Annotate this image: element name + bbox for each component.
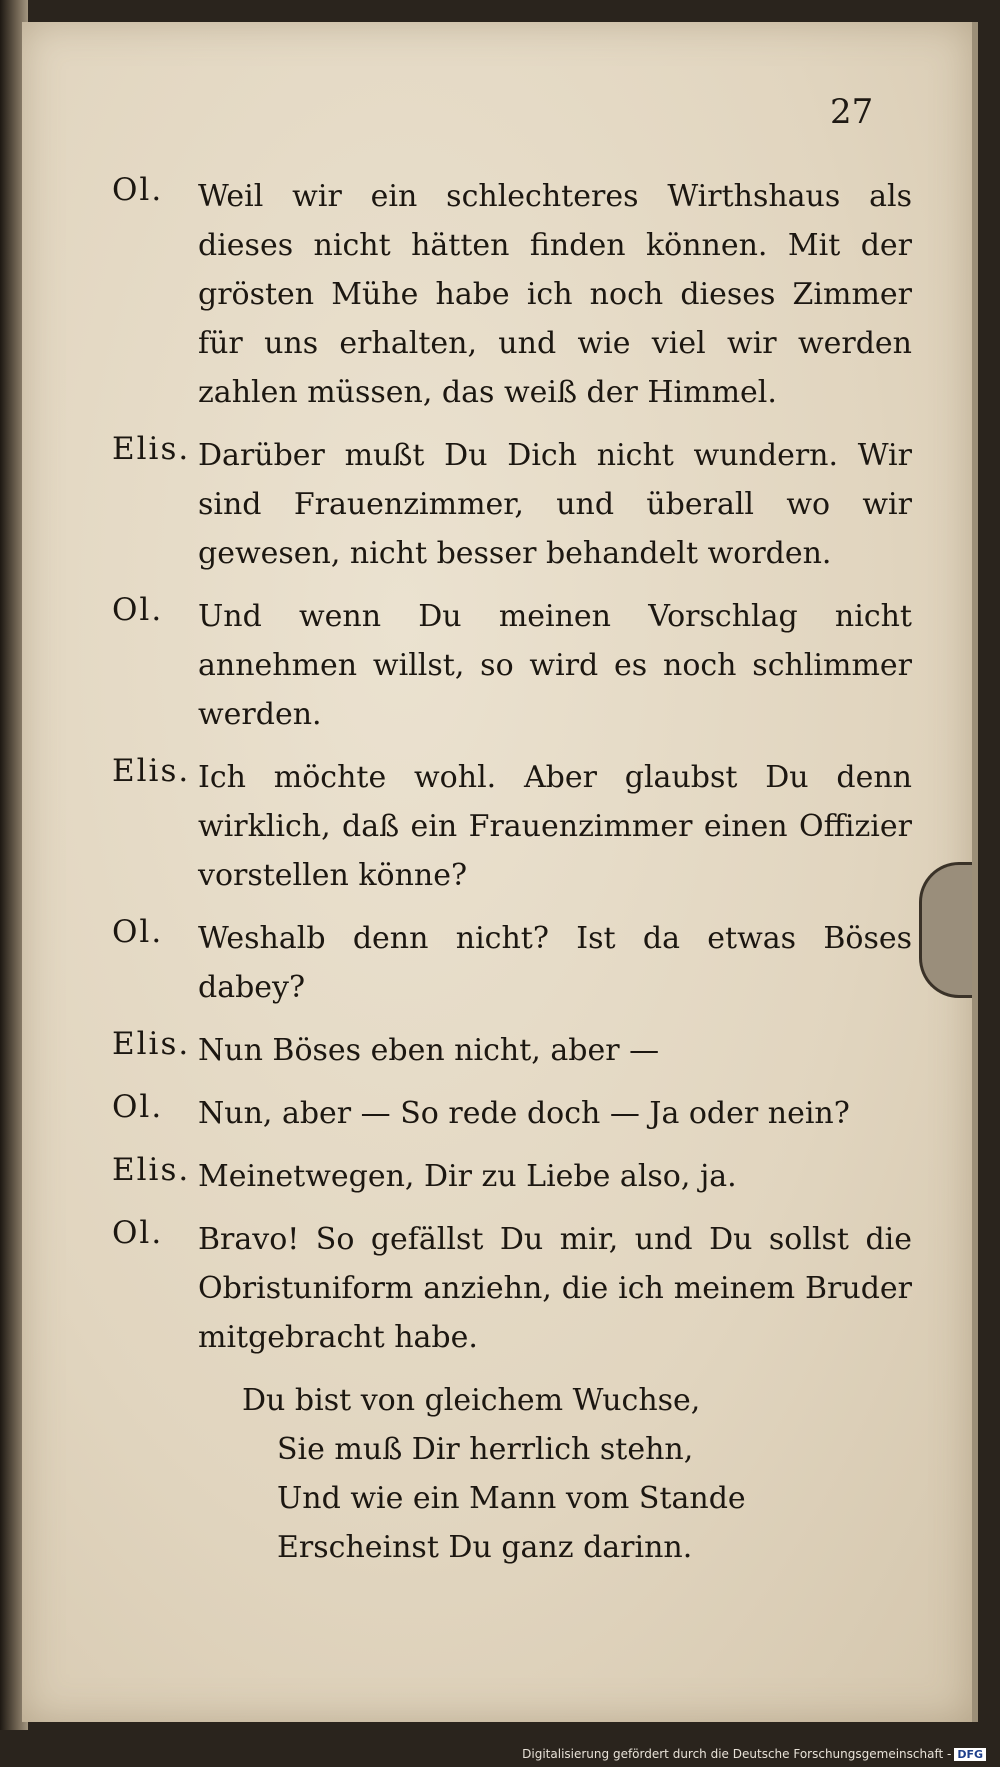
speech-entry xyxy=(112,1215,912,1362)
verse-line: Sie muß Dir herrlich stehn, xyxy=(277,1432,694,1467)
dialogue-text xyxy=(112,172,912,1572)
speech-text: Bravo! So gefällst Du mir, und Du sollst die Obristuniform anziehn, die ich meinem Bruder mitgebracht habe. xyxy=(198,1222,912,1355)
speaker-label: Ol. xyxy=(112,1215,164,1251)
speaker-label: Elis. xyxy=(112,753,191,789)
verse-line: Du bist von gleichem Wuchse, xyxy=(242,1383,701,1418)
speaker-label: Elis. xyxy=(112,1152,191,1188)
digitization-credit xyxy=(522,1747,986,1761)
page-number: 27 xyxy=(830,92,874,132)
speech-entry xyxy=(112,1026,912,1075)
speech-text: Weil wir ein schlechteres Wirthshaus als dieses nicht hätten finden können. Mit der grösten Mühe habe ich noch dieses Zimmer für uns erhalten, und wie viel wir werden zahlen müssen, das weiß der Himmel. xyxy=(198,179,912,410)
speech-text: Und wenn Du meinen Vorschlag nicht annehmen willst, so wird es noch schlimmer werden. xyxy=(198,599,912,732)
verse-line: Erscheinst Du ganz darinn. xyxy=(277,1530,693,1565)
speaker-label: Elis. xyxy=(112,1026,191,1062)
verse-line: Und wie ein Mann vom Stande xyxy=(277,1481,746,1516)
speaker-label: Ol. xyxy=(112,592,164,628)
speaker-label: Ol. xyxy=(112,914,164,950)
speech-text: Meinetwegen, Dir zu Liebe also, ja. xyxy=(198,1159,737,1194)
speech-entry xyxy=(112,431,912,578)
speech-entry xyxy=(112,1089,912,1138)
speaker-label: Elis. xyxy=(112,431,191,467)
speaker-label: Ol. xyxy=(112,172,164,208)
verse-block xyxy=(242,1376,912,1572)
speech-entry xyxy=(112,753,912,900)
speech-text: Nun Böses eben nicht, aber — xyxy=(198,1033,660,1068)
speech-text: Ich möchte wohl. Aber glaubst Du denn wirklich, daß ein Frauenzimmer einen Offizier vorstellen könne? xyxy=(198,760,912,893)
page-clip xyxy=(919,862,972,998)
credit-text: Digitalisierung gefördert durch die Deutsche Forschungsgemeinschaft - xyxy=(522,1747,952,1761)
speech-entry xyxy=(112,172,912,417)
speech-entry xyxy=(112,592,912,739)
speech-text: Nun, aber — So rede doch — Ja oder nein? xyxy=(198,1096,850,1131)
book-page xyxy=(22,22,978,1722)
dfg-logo: DFG xyxy=(954,1748,986,1761)
speech-entry xyxy=(112,1152,912,1201)
speech-entry xyxy=(112,914,912,1012)
speech-text: Darüber mußt Du Dich nicht wundern. Wir sind Frauenzimmer, und überall wo wir gewesen, nicht besser behandelt worden. xyxy=(198,438,912,571)
speech-text: Weshalb denn nicht? Ist da etwas Böses dabey? xyxy=(198,921,912,1005)
speaker-label: Ol. xyxy=(112,1089,164,1125)
